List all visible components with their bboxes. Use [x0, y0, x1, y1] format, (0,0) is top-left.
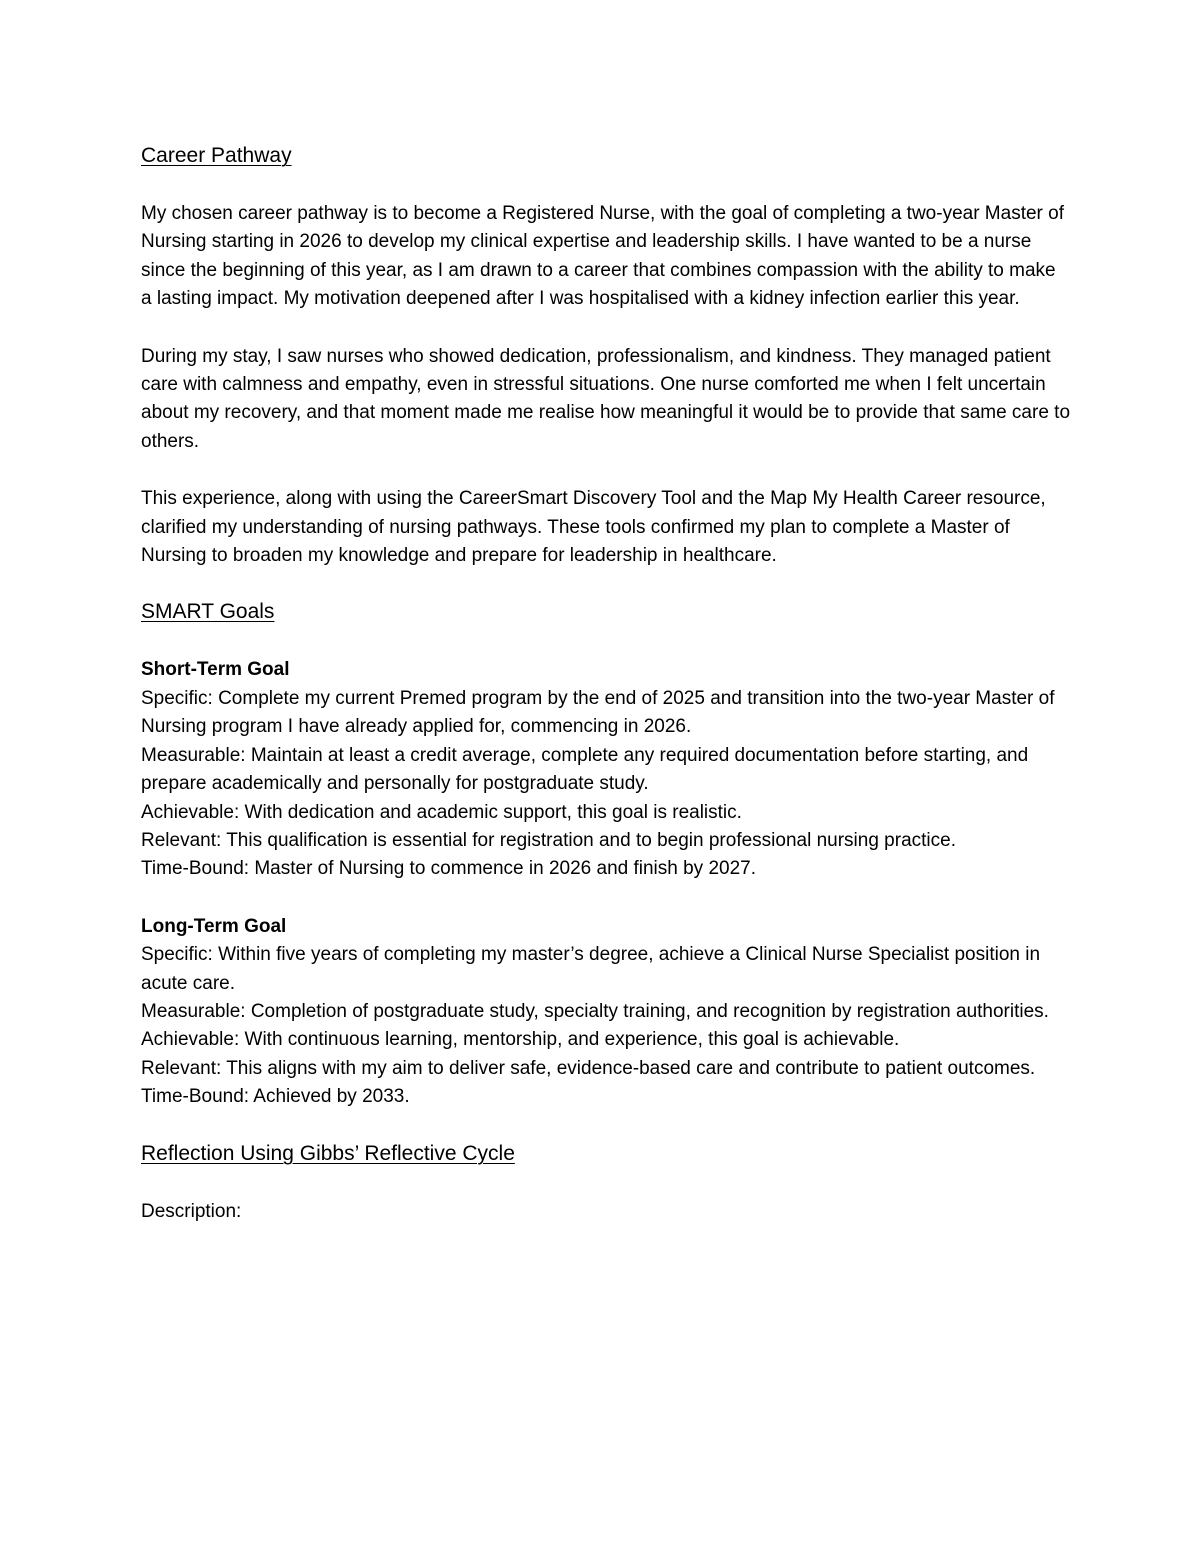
long-term-specific: Specific: Within five years of completing my master’s degree, achieve a Clinical Nurse Specialist position in acute care.: [141, 944, 1041, 994]
smart-goals-heading: SMART Goals: [141, 600, 275, 624]
career-pathway-paragraph-2: During my stay, I saw nurses who showed dedication, professionalism, and kindness. They managed patient care with calmness and empathy, even in stressful situations. One nurse comforted me when I felt uncertain about my recovery, and that moment made me realise how meaningful it would be to provide that same care to others.: [141, 345, 1071, 452]
document-page: [141, 142, 1071, 1226]
reflection-heading: Reflection Using Gibbs’ Reflective Cycle: [141, 1141, 515, 1165]
career-pathway-heading: Career Pathway: [141, 144, 292, 167]
career-pathway-paragraph-1: My chosen career pathway is to become a Registered Nurse, with the goal of completing a two-year Master of Nursing starting in 2026 to develop my clinical expertise and leadership skills. I have wanted to be a nurse since the beginning of this year, as I am drawn to a career that combines compassion with the ability to make a lasting impact. My motivation deepened after I was hospitalised with a kidney infection earlier this year.: [141, 203, 1064, 310]
long-term-relevant: Relevant: This aligns with my aim to deliver safe, evidence-based care and contribute to patient outcomes.: [141, 1057, 1036, 1079]
long-term-goal-title: Long-Term Goal: [141, 915, 287, 937]
short-term-measurable: Measurable: Maintain at least a credit average, complete any required documentation before starting, and prepare academically and personally for postgraduate study.: [141, 744, 1029, 795]
long-term-measurable: Measurable: Completion of postgraduate study, specialty training, and recognition by registration authorities.: [141, 1000, 1049, 1022]
short-term-achievable: Achievable: With dedication and academic support, this goal is realistic.: [141, 801, 742, 823]
short-term-time-bound: Time-Bound: Master of Nursing to commence in 2026 and finish by 2027.: [141, 858, 757, 880]
long-term-achievable: Achievable: With continuous learning, mentorship, and experience, this goal is achievable.: [141, 1029, 900, 1051]
long-term-time-bound: Time-Bound: Achieved by 2033.: [141, 1086, 410, 1108]
career-pathway-paragraph-3: This experience, along with using the CareerSmart Discovery Tool and the Map My Health Career resource, clarified my understanding of nursing pathways. These tools confirmed my plan to complete a Master of Nursing to broaden my knowledge and prepare for leadership in healthcare.: [141, 488, 1046, 567]
reflection-description-label: Description:: [141, 1200, 242, 1222]
short-term-goal-title: Short-Term Goal: [141, 659, 290, 681]
short-term-specific: Specific: Complete my current Premed program by the end of 2025 and transition into the two-year Master of Nursing program I have already applied for, commencing in 2026.: [141, 687, 1055, 738]
short-term-relevant: Relevant: This qualification is essential for registration and to begin professional nursing practice.: [141, 829, 956, 851]
